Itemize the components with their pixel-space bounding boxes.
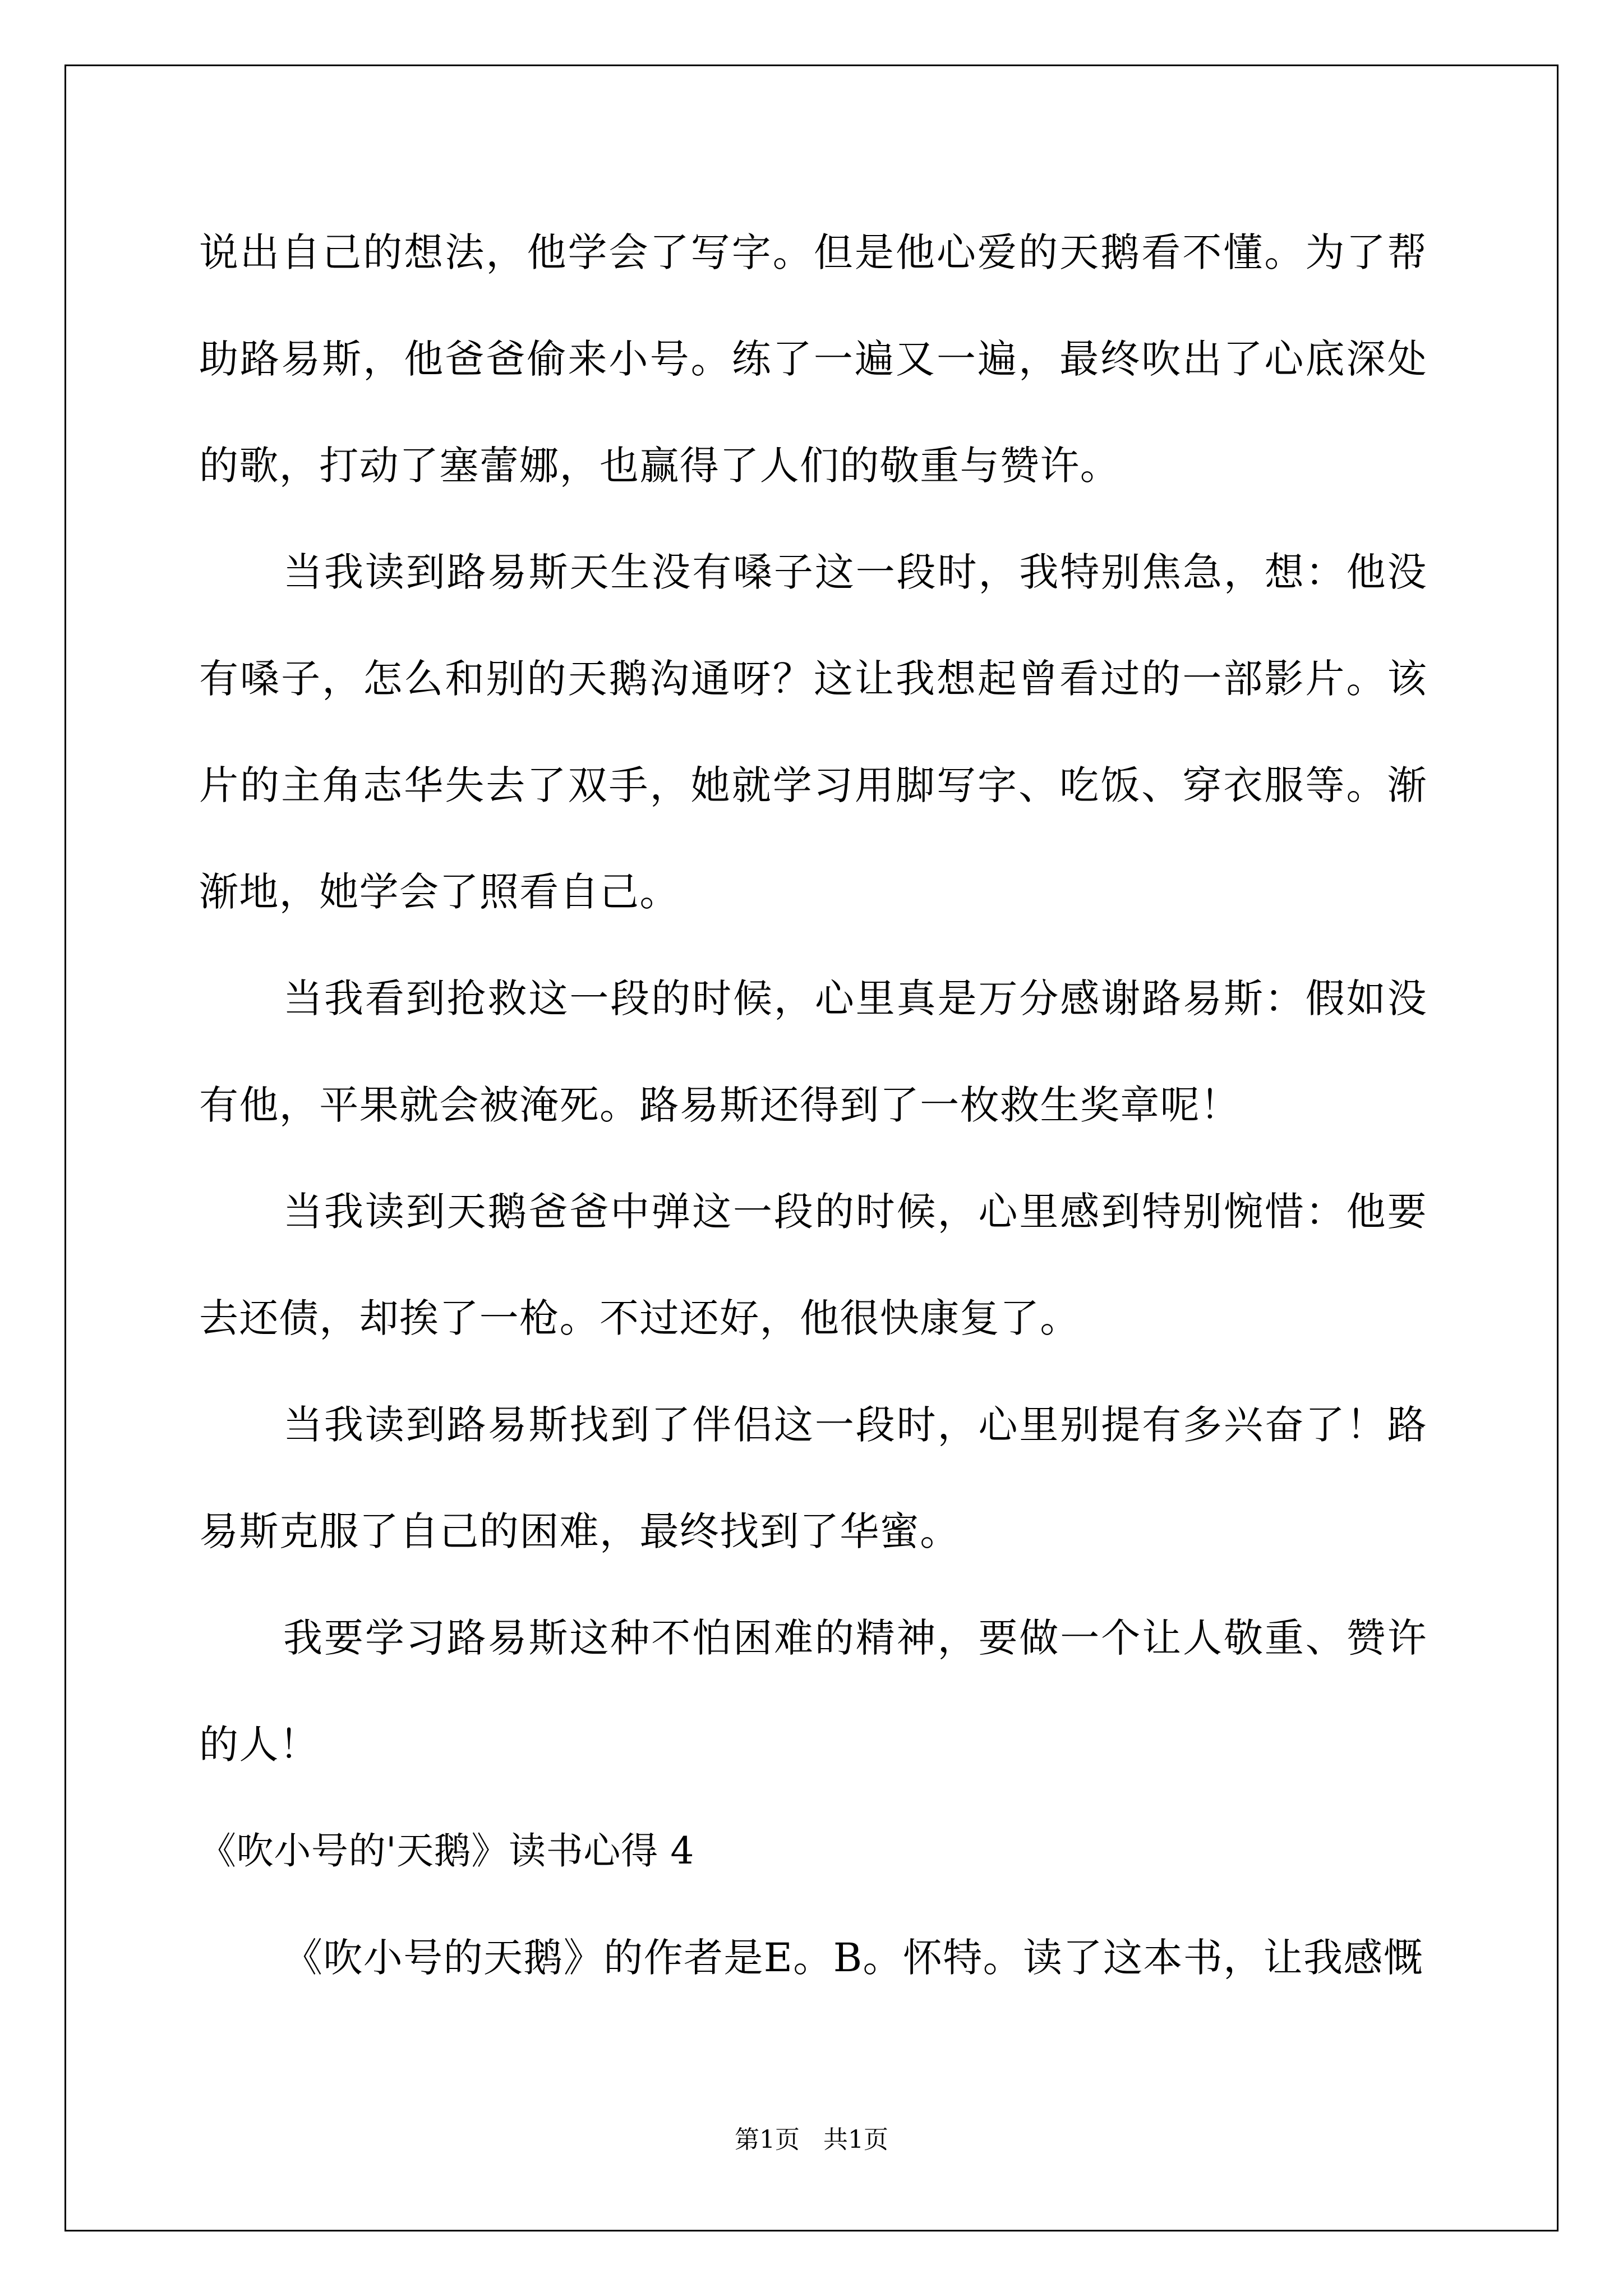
page-footer xyxy=(0,2123,1623,2157)
paragraph: 当我读到路易斯找到了伴侣这一段时，心里别提有多兴奋了！路易斯克服了自己的困难，最终找到了华蜜。 xyxy=(199,1402,1427,1554)
section-heading: 《吹小号的'天鹅》读书心得 4 xyxy=(199,1829,695,1872)
paragraph: 当我读到天鹅爸爸中弹这一段的时候，心里感到特别惋惜：他要去还债，却挨了一枪。不过还好，他很快康复了。 xyxy=(199,1189,1427,1341)
page-number: 第1页 xyxy=(735,2125,800,2154)
paragraph: 《吹小号的天鹅》的作者是E。B。怀特。读了这本书，让我感慨 xyxy=(283,1935,1424,1981)
document-body xyxy=(199,199,1427,2011)
paragraph: 当我读到路易斯天生没有嗓子这一段时，我特别焦急，想：他没有嗓子，怎么和别的天鹅沟通呀？这让我想起曾看过的一部影片。该片的主角志华失去了双手，她就学习用脚写字、吃饭、穿衣服等。渐渐地，她学会了照看自己。 xyxy=(199,549,1427,915)
paragraph: 说出自己的想法，他学会了写字。但是他心爱的天鹅看不懂。为了帮助路易斯，他爸爸偷来小号。练了一遍又一遍，最终吹出了心底深处的歌，打动了塞蕾娜，也赢得了人们的敬重与赞许。 xyxy=(199,229,1427,489)
paragraph: 我要学习路易斯这种不怕困难的精神，要做一个让人敬重、赞许的人！ xyxy=(199,1615,1427,1768)
page-total: 共1页 xyxy=(823,2125,888,2154)
paragraph: 当我看到抢救这一段的时候，心里真是万分感谢路易斯：假如没有他，平果就会被淹死。路易斯还得到了一枚救生奖章呢！ xyxy=(199,976,1427,1128)
